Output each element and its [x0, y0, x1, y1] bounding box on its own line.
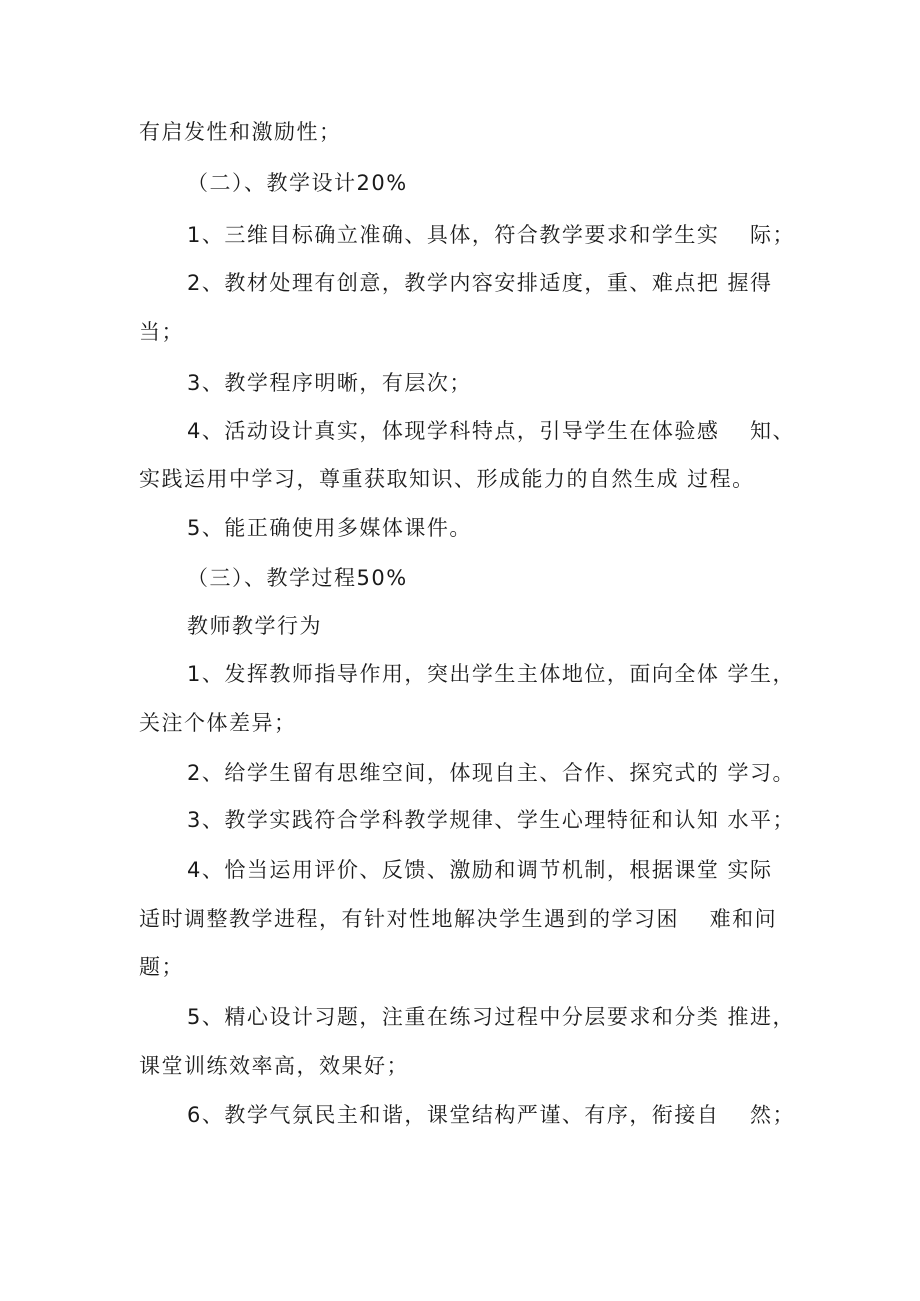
text-line: 2、教材处理有创意，教学内容安排适度，重、难点把 握得 [187, 271, 773, 295]
section-heading: （二）、教学设计20% [187, 171, 408, 195]
text-line: 关注个体差异； [139, 711, 297, 735]
text-line: 1、三维目标确立准确、具体，符合教学要求和学生实 际； [187, 223, 796, 247]
text-line: 当； [139, 320, 184, 344]
text-line: 6、教学气氛民主和谐，课堂结构严谨、有序，衔接自 然； [187, 1103, 796, 1127]
text-line: 题； [139, 955, 184, 979]
text-line: 5、能正确使用多媒体课件。 [187, 516, 472, 540]
text-line: 1、发挥教师指导作用，突出学生主体地位，面向全体 学生， [187, 662, 796, 686]
text-line: 5、精心设计习题，注重在练习过程中分层要求和分类 推进， [187, 1005, 796, 1029]
text-line: 3、教学程序明晰，有层次； [187, 371, 472, 395]
text-line: 课堂训练效率高，效果好； [139, 1054, 409, 1078]
text-line: 2、给学生留有思维空间，体现自主、合作、探究式的 学习。 [187, 761, 796, 785]
text-line: 有启发性和激励性； [139, 120, 342, 144]
text-line: 实践运用中学习，尊重获取知识、形成能力的自然生成 过程。 [139, 467, 755, 491]
text-line: 4、恰当运用评价、反馈、激励和调节机制，根据课堂 实际 [187, 858, 773, 882]
text-line: 4、活动设计真实，体现学科特点，引导学生在体验感 知、 [187, 419, 796, 443]
text-line: 适时调整教学进程，有针对性地解决学生遇到的学习困 难和问 [139, 907, 778, 931]
text-line: 3、教学实践符合学科教学规律、学生心理特征和认知 水平； [187, 808, 796, 832]
subheading: 教师教学行为 [187, 614, 322, 638]
section-heading: （三）、教学过程50% [187, 566, 408, 590]
